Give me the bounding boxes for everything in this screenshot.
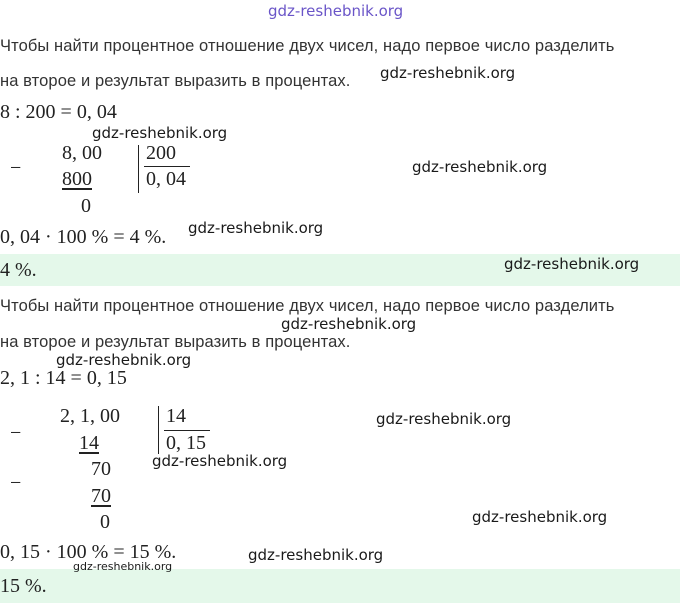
division-bar [158,406,159,454]
instruction-line-2: на второе и результат выразить в процентах. [0,333,351,351]
instruction-line-1: Чтобы найти процентное отношение двух чисел, надо первое число разделить [0,297,615,315]
watermark: gdz-reshebnik.org [412,158,548,176]
quotient: 0, 04 [146,168,186,190]
watermark-top: gdz-reshebnik.org [268,2,404,20]
remainder: 0 [81,195,91,217]
answer-band [0,569,680,603]
minus-sign: − [10,157,22,179]
division-equation: 2, 1 : 14 = 0, 15 [0,367,127,389]
watermark: gdz-reshebnik.org [188,219,324,237]
watermark: gdz-reshebnik.org [152,452,288,470]
subtrahend: 14 [79,432,99,454]
instruction-line-1: Чтобы найти процентное отношение двух чисел, надо первое число разделить [0,37,615,55]
dividend: 2, 1, 00 [60,405,120,427]
divisor-line [144,166,190,167]
percent-calculation: 0, 15 · 100 % = 15 %. [0,541,177,563]
answer: 15 %. [0,575,47,597]
instruction-line-2: на второе и результат выразить в процентах. [0,72,351,90]
minus-sign: − [10,472,22,494]
subtrahend: 70 [91,485,111,507]
watermark: gdz-reshebnik.org [56,351,192,369]
watermark: gdz-reshebnik.org [248,546,384,564]
watermark: gdz-reshebnik.org [376,410,512,428]
divisor-line [164,430,210,431]
watermark: gdz-reshebnik.org [73,560,173,573]
quotient: 0, 15 [166,432,206,454]
answer: 4 %. [0,259,37,281]
divisor: 200 [146,142,176,164]
division-bar [138,145,139,193]
watermark: gdz-reshebnik.org [504,255,640,273]
division-equation: 8 : 200 = 0, 04 [0,101,117,123]
watermark: gdz-reshebnik.org [281,315,417,333]
dividend: 8, 00 [62,142,102,164]
remainder: 0 [100,511,110,533]
percent-calculation: 0, 04 · 100 % = 4 %. [0,226,167,248]
watermark: gdz-reshebnik.org [380,64,516,82]
watermark: gdz-reshebnik.org [92,124,228,142]
subtrahend: 800 [62,168,92,190]
minus-sign: − [10,422,22,444]
divisor: 14 [166,405,186,427]
watermark: gdz-reshebnik.org [472,508,608,526]
intermediate: 70 [91,458,111,480]
